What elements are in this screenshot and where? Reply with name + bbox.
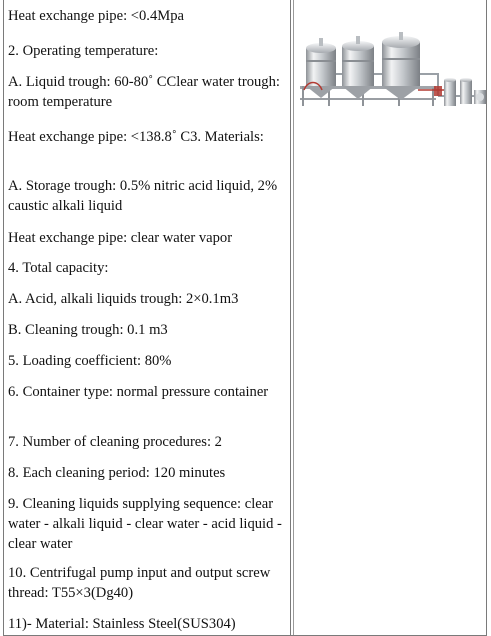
spec-line-total-capacity: 4. Total capacity:	[8, 260, 109, 276]
tank-2	[342, 36, 374, 99]
spec-line-operating-temperature: 2. Operating temperature:	[8, 43, 159, 59]
spec-table	[3, 0, 487, 636]
spec-line-container-type: 6. Container type: normal pressure container	[8, 384, 269, 400]
spec-line-liquid-trough: A. Liquid trough: 60-80˚ CClear water trough: room temperature	[8, 74, 280, 110]
spec-line-supply-sequence: 9. Cleaning liquids supplying sequence: clear water - alkali liquid - clear water - acid liquid - clear water	[8, 496, 282, 552]
spec-line-loading-coefficient: 5. Loading coefficient: 80%	[8, 353, 172, 369]
spec-line-heat-medium: Heat exchange pipe: clear water vapor	[8, 230, 233, 246]
heat-exchanger	[444, 78, 486, 106]
spec-line-cleaning-procedures: 7. Number of cleaning procedures: 2	[8, 434, 222, 450]
spec-text-column	[3, 0, 291, 636]
spec-line-cleaning-period: 8. Each cleaning period: 120 minutes	[8, 465, 226, 481]
spec-line-storage-trough: A. Storage trough: 0.5% nitric acid liquid, 2% caustic alkali liquid	[8, 178, 278, 214]
spec-line-material: 11)- Material: Stainless Steel(SUS304)	[8, 616, 236, 632]
product-image-column	[293, 0, 486, 636]
tank-3	[382, 32, 420, 100]
spec-line-heat-temperature: Heat exchange pipe: <138.8˚ C3. Materials:	[8, 129, 264, 145]
spec-line-pump-thread: 10. Centrifugal pump input and output screw thread: T55×3(Dg40)	[8, 565, 271, 601]
cip-system-image	[298, 30, 488, 130]
spec-line-acid-alkali-trough: A. Acid, alkali liquids trough: 2×0.1m3	[8, 291, 239, 307]
spec-line-cleaning-trough: B. Cleaning trough: 0.1 m3	[8, 322, 168, 338]
spec-line-heat-pressure: Heat exchange pipe: <0.4Mpa	[8, 8, 184, 24]
